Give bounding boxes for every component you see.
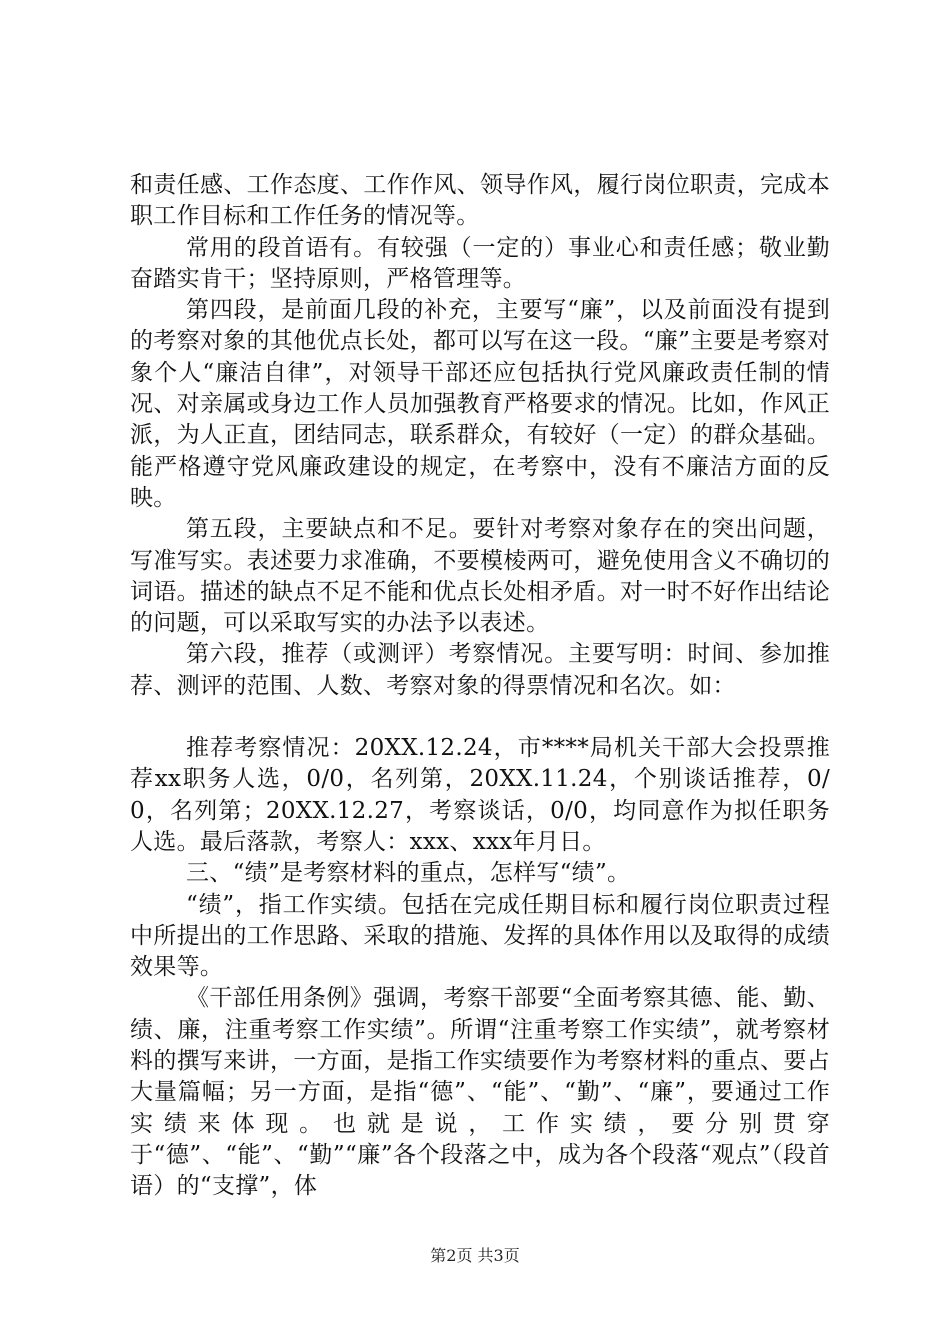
paragraph-recommendation-example: 推荐考察情况：20XX.12.24，市****局机关干部大会投票推荐xx职务人选，0/0，名列第，20XX.11.24，个别谈话推荐，0/0，名列第；20XX.12.27，考察谈话，0/0，均同意作为拟任职务人选。最后落款，考察人：xxx、xxx年月日。 [130, 735, 830, 855]
paragraph-sixth-section: 第六段，推荐（或测评）考察情况。主要写明：时间、参加推荐、测评的范围、人数、考察对象的得票情况和名次。如： [130, 641, 830, 699]
paragraph-regulation: 《干部任用条例》强调，考察干部要“全面考察其德、能、勤、绩、廉，注重考察工作实绩”。所谓“注重考察工作实绩”，就考察材料的撰写来讲，一方面，是指工作实绩要作为考察材料的重点、要占大量篇幅；另一方面，是指“德”、“能”、“勤”、“廉”，要通过工作实绩来体现。也就是说，工作实绩，要分别贯穿于“德”、“能”、“勤”“廉”各个段落之中，成为各个段落“观点”（段首语）的“支撑”，体 [130, 985, 830, 1200]
paragraph-fifth-section: 第五段，主要缺点和不足。要针对考察对象存在的突出问题，写准写实。表述要力求准确，不要模棱两可，避免使用含义不确切的词语。描述的缺点不足不能和优点长处相矛盾。对一时不好作出结论的问题，可以采取写实的办法予以表述。 [130, 516, 830, 637]
paragraph-fourth-section: 第四段，是前面几段的补充，主要写“廉”，以及前面没有提到的考察对象的其他优点长处，都可以写在这一段。“廉”主要是考察对象个人“廉洁自律”，对领导干部还应包括执行党风廉政责任制的情况、对亲属或身边工作人员加强教育严格要求的情况。比如，作风正派，为人正直，团结同志，联系群众，有较好（一定）的群众基础。能严格遵守党风廉政建设的规定，在考察中，没有不廉洁方面的反映。 [130, 297, 830, 511]
paragraph-continuation: 和责任感、工作态度、工作作风、领导作风，履行岗位职责，完成本职工作目标和工作任务的情况等。 [130, 172, 830, 230]
page-number-footer: 第2页 共3页 [430, 1246, 520, 1265]
paragraph-opening-phrases: 常用的段首语有。有较强（一定的）事业心和责任感；敬业勤奋踏实肯干；坚持原则，严格管理等。 [130, 234, 830, 292]
section-heading-achievement: 三、“绩”是考察材料的重点，怎样写“绩”。 [186, 860, 631, 887]
paragraph-achievement-definition: “绩”，指工作实绩。包括在完成任期目标和履行岗位职责过程中所提出的工作思路、采取的措施、发挥的具体作用以及取得的成绩效果等。 [130, 891, 830, 981]
document-body [130, 170, 830, 1203]
